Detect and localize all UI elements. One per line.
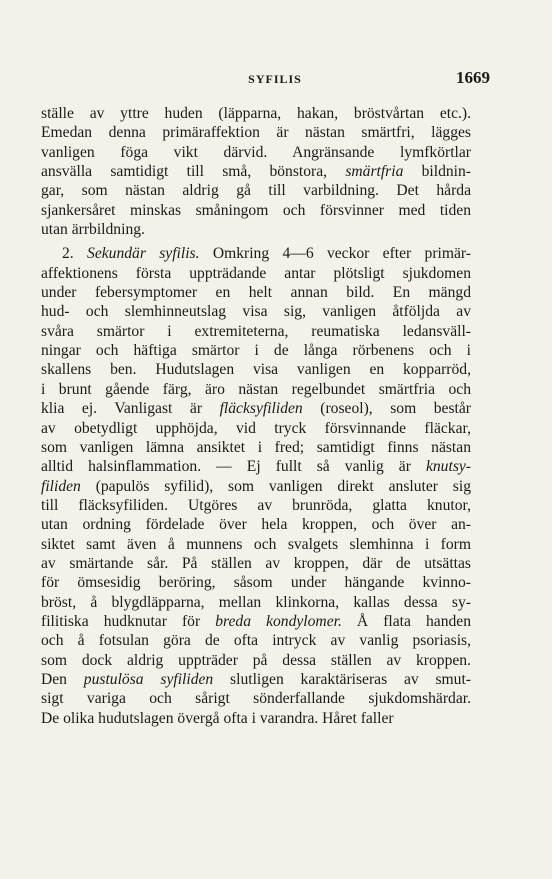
text-line	[41, 554, 471, 573]
text-run: klia ej. Vanligast är	[41, 400, 220, 418]
text-line	[41, 573, 471, 592]
italic-term: breda kondylomer.	[215, 612, 342, 630]
text-line	[41, 593, 471, 612]
text-line	[41, 689, 471, 708]
text-line	[41, 302, 471, 321]
text-line	[41, 104, 471, 123]
text-line	[41, 477, 471, 496]
text-run: som dock aldrig uppträder på dessa ställen av kroppen.	[41, 651, 471, 669]
text-run: sigt variga och sårigt sönderfallande sjukdomshärdar.	[41, 690, 471, 708]
text-run: skallens ben. Hudutslagen visa vanligen en kopparröd,	[41, 361, 471, 379]
text-line	[41, 612, 471, 631]
text-line	[41, 322, 471, 341]
text-run: Emedan denna primäraffektion är nästan smärtfri, lägges	[41, 124, 471, 142]
text-line	[41, 123, 471, 142]
italic-term: fläcksyfiliden	[219, 400, 303, 418]
text-line	[41, 341, 471, 360]
text-run: av smärtande sår. På ställen av kroppen, där de utsättas	[41, 554, 471, 572]
text-run: som vanligen lämna ansiktet i fred; samtidigt finns nästan	[41, 438, 471, 456]
text-line	[41, 535, 471, 554]
text-line	[41, 438, 471, 457]
text-line	[41, 162, 471, 181]
text-run: och å fotsulan göra de ofta intryck av vanlig psoriasis,	[41, 632, 471, 650]
italic-term: filiden	[41, 477, 81, 495]
text-run: ställe av yttre huden (läpparna, hakan, bröstvårtan etc.).	[41, 105, 471, 122]
text-run: vanligen föga vikt därvid. Angränsande lymfkörtlar	[41, 143, 471, 161]
italic-term: Sekundär syfilis.	[87, 245, 200, 263]
text-run: ningar och häftiga smärtor i de långa rörbenens och i	[41, 342, 471, 360]
text-line	[41, 143, 471, 162]
text-line	[41, 419, 471, 438]
text-run: affektionens första uppträdande antar plötsligt sjukdomen	[41, 264, 471, 282]
text-run: bröst, å blygdläpparna, mellan klinkorna, kallas dessa sy-	[41, 593, 471, 611]
text-run: alltid halsinflammation. — Ej fullt så vanlig är	[41, 458, 426, 476]
running-title: SYFILIS	[248, 72, 302, 86]
italic-term: pustulösa syfiliden	[83, 670, 214, 688]
text-run: (roseol), som består	[302, 400, 471, 418]
text-run: gar, som nästan aldrig gå till varbildning. Det hårda	[41, 182, 471, 200]
text-run: till fläcksyfiliden. Utgöres av brunröda, glatta knutor,	[41, 496, 471, 514]
text-line	[41, 220, 471, 239]
text-line	[41, 380, 471, 399]
text-run: Den	[41, 670, 84, 688]
text-line	[41, 264, 471, 283]
text-run: slutligen karaktäriseras av smut-	[213, 670, 471, 688]
page-number: 1669	[456, 68, 490, 87]
text-line	[41, 709, 471, 728]
text-line	[41, 457, 471, 476]
text-run: filitiska hudknutar för	[41, 612, 216, 630]
text-line	[41, 399, 471, 418]
text-line	[41, 496, 471, 515]
text-line	[41, 670, 471, 689]
text-run: ansvälla samtidigt till små, bönstora,	[41, 163, 346, 181]
text-line	[41, 651, 471, 670]
text-run: utan ordning fördelade över hela kroppen, och över an-	[41, 516, 471, 534]
text-run: siktet samt även å munnens och svalgets slemhinna i form	[41, 535, 471, 553]
text-run: Omkring 4—6 veckor efter primär-	[199, 245, 471, 263]
text-run: Å flata handen	[341, 612, 471, 630]
text-run: (papulös syfilid), som vanligen direkt ansluter sig	[80, 477, 471, 495]
text-line	[41, 244, 471, 263]
text-line	[41, 515, 471, 534]
text-run: 2.	[62, 245, 88, 263]
text-line	[41, 201, 471, 220]
body-text	[41, 104, 471, 728]
text-run: av obetydligt upphöjda, vid tryck försvinnande fläckar,	[41, 419, 471, 437]
text-run: under febersymptomer en helt annan bild. En mängd	[41, 284, 471, 302]
italic-term: knutsy-	[425, 458, 471, 476]
text-line	[41, 283, 471, 302]
running-header	[60, 68, 490, 92]
italic-term: smärtfria	[345, 163, 404, 181]
text-run: sjankersåret minskas småningom och försvinner med tiden	[41, 201, 471, 219]
text-run: utan ärrbildning.	[41, 221, 145, 239]
text-line	[41, 181, 471, 200]
text-run: De olika hudutslagen övergå ofta i varandra. Håret faller	[41, 709, 394, 727]
text-line	[41, 360, 471, 379]
text-run: för ömsesidig beröring, såsom under hängande kvinno-	[41, 574, 471, 592]
text-run: svåra smärtor i extremiteterna, reumatiska ledansväll-	[41, 322, 471, 340]
text-line	[41, 631, 471, 650]
text-run: i brunt gående färg, äro nästan regelbundet smärtfria och	[41, 380, 471, 398]
text-run: bildnin-	[403, 163, 471, 181]
text-run: hud- och slemhinneutslag visa sig, vanligen åtföljda av	[41, 303, 471, 321]
